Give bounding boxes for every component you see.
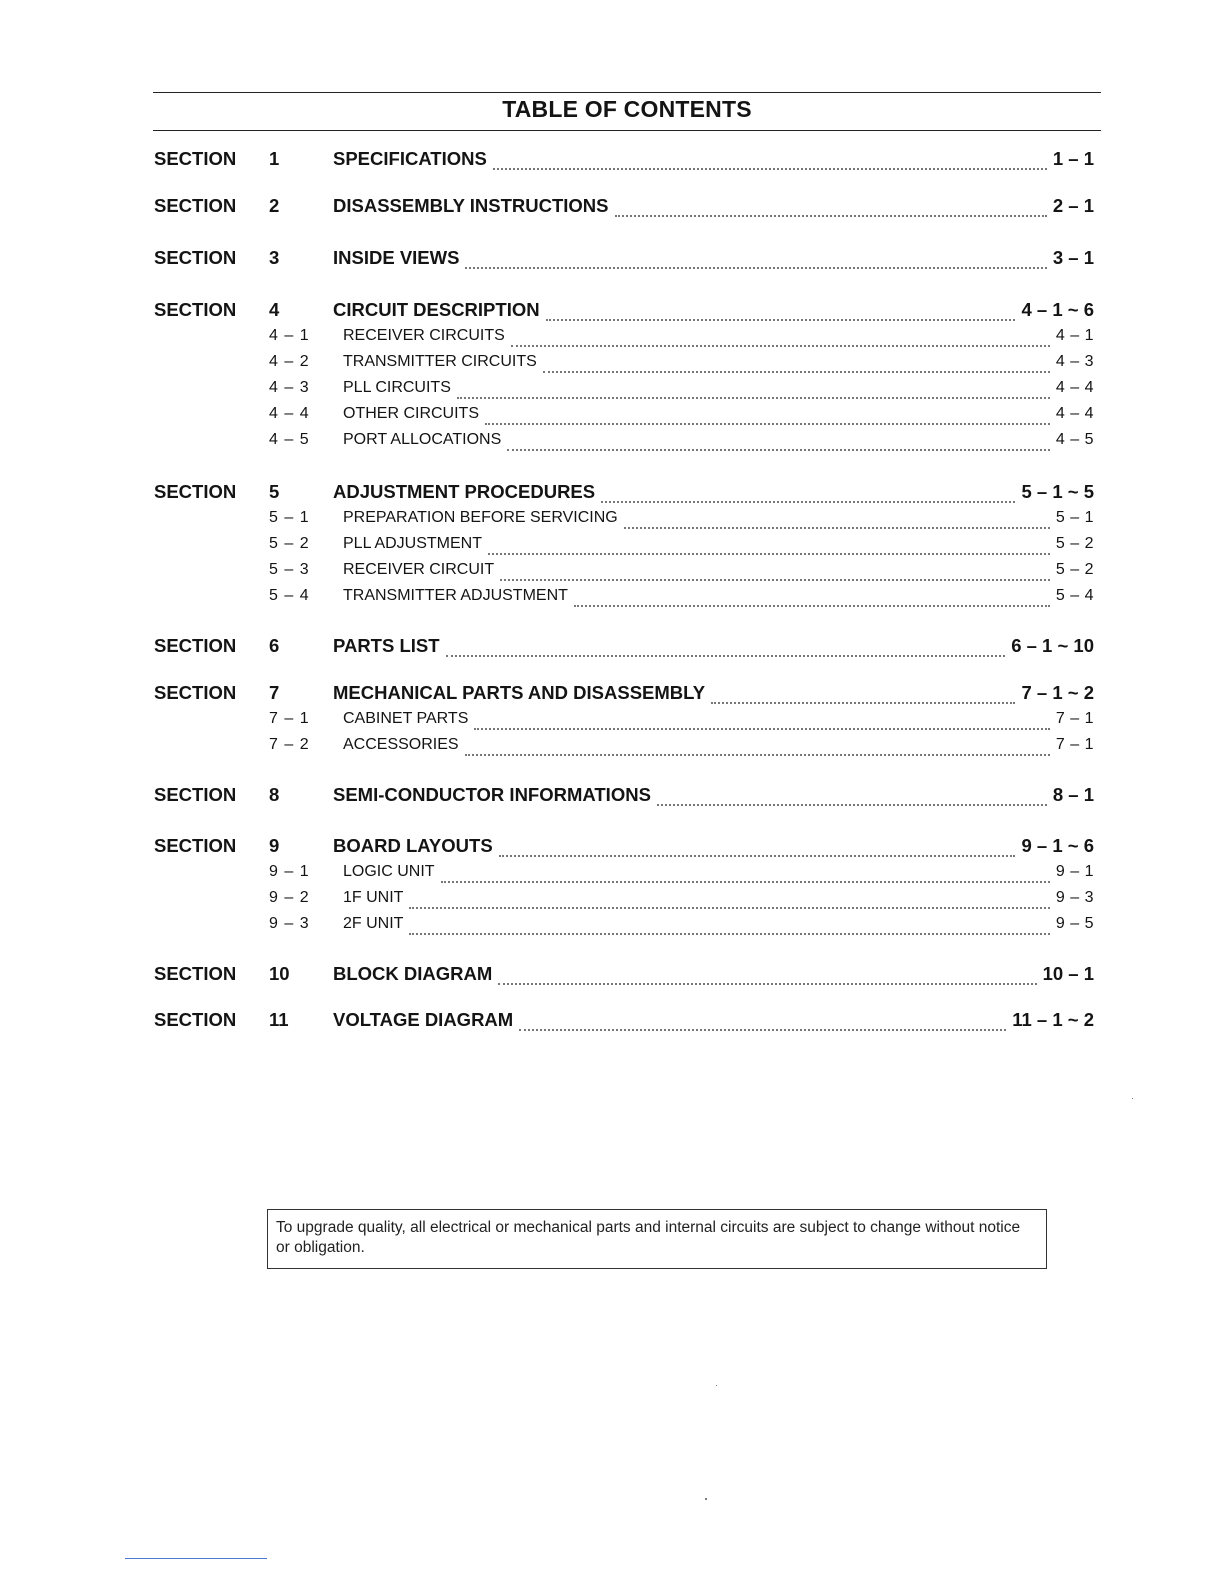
- section-label: SECTION: [154, 682, 237, 703]
- subsection-number: 4 – 1: [269, 327, 310, 344]
- toc-section-row: [154, 247, 1094, 275]
- section-label: SECTION: [154, 635, 237, 656]
- scan-speck: [705, 1498, 707, 1500]
- section-title: SEMI-CONDUCTOR INFORMATIONS: [333, 784, 651, 805]
- toc-section-row: [154, 481, 1094, 509]
- section-number: 9: [269, 835, 280, 856]
- section-title: INSIDE VIEWS: [333, 247, 460, 268]
- subsection-number: 7 – 2: [269, 736, 310, 753]
- toc-subsection-row: [154, 535, 1094, 561]
- toc-subsection-row: [154, 915, 1094, 941]
- subsection-title: PLL CIRCUITS: [343, 379, 451, 396]
- section-number: 1: [269, 148, 280, 169]
- toc-subsection-row: [154, 379, 1094, 405]
- section-number: 11: [269, 1009, 289, 1030]
- toc-subsection-row: [154, 587, 1094, 613]
- toc-subsection-row: [154, 710, 1094, 736]
- subsection-number: 4 – 2: [269, 353, 310, 370]
- toc-subsection-row: [154, 863, 1094, 889]
- subsection-page: 4 – 1: [1055, 327, 1094, 344]
- subsection-number: 7 – 1: [269, 710, 310, 727]
- section-title: VOLTAGE DIAGRAM: [333, 1009, 514, 1030]
- page-title: TABLE OF CONTENTS: [502, 96, 752, 122]
- toc-section-row: [154, 784, 1094, 812]
- dot-leader: [546, 319, 1016, 321]
- subsection-page: 9 – 5: [1055, 915, 1094, 932]
- notice-box: To upgrade quality, all electrical or mechanical parts and internal circuits are subject to change without notice or obligation.: [267, 1209, 1047, 1269]
- subsection-title: RECEIVER CIRCUIT: [343, 561, 495, 578]
- section-page: 10 – 1: [1042, 963, 1094, 984]
- section-label: SECTION: [154, 247, 237, 268]
- section-page: 6 – 1 ~ 10: [1011, 635, 1094, 656]
- section-label: SECTION: [154, 148, 237, 169]
- toc-section: [154, 635, 1094, 663]
- section-number: 7: [269, 682, 280, 703]
- subsection-number: 4 – 3: [269, 379, 310, 396]
- dot-leader: [465, 754, 1050, 756]
- dot-leader: [488, 553, 1050, 555]
- section-page: 5 – 1 ~ 5: [1021, 481, 1094, 502]
- dot-leader: [409, 933, 1049, 935]
- subsection-title: 1F UNIT: [343, 889, 404, 906]
- subsection-title: ACCESSORIES: [343, 736, 459, 753]
- section-label: SECTION: [154, 1009, 237, 1030]
- toc-section-row: [154, 148, 1094, 176]
- section-label: SECTION: [154, 299, 237, 320]
- dot-leader: [498, 983, 1036, 985]
- toc-subsection-row: [154, 431, 1094, 457]
- section-title: SPECIFICATIONS: [333, 148, 487, 169]
- subsection-title: 2F UNIT: [343, 915, 404, 932]
- subsection-title: LOGIC UNIT: [343, 863, 435, 880]
- toc-subsection-row: [154, 889, 1094, 915]
- subsection-page: 4 – 4: [1055, 405, 1094, 422]
- section-page: 4 – 1 ~ 6: [1021, 299, 1094, 320]
- subsection-title: TRANSMITTER CIRCUITS: [343, 353, 537, 370]
- section-page: 2 – 1: [1052, 195, 1094, 216]
- toc-section: [154, 1009, 1094, 1037]
- subsection-number: 5 – 2: [269, 535, 310, 552]
- dot-leader: [615, 215, 1047, 217]
- toc-section: [154, 247, 1094, 275]
- section-page: 9 – 1 ~ 6: [1021, 835, 1094, 856]
- dot-leader: [500, 579, 1050, 581]
- dot-leader: [485, 423, 1050, 425]
- toc-subsection-row: [154, 561, 1094, 587]
- dot-leader: [499, 855, 1016, 857]
- toc-section: [154, 195, 1094, 223]
- dot-leader: [543, 371, 1050, 373]
- scan-speck: [716, 1385, 717, 1386]
- section-number: 10: [269, 963, 290, 984]
- section-title: CIRCUIT DESCRIPTION: [333, 299, 540, 320]
- toc-section-row: [154, 963, 1094, 991]
- section-page: 3 – 1: [1052, 247, 1094, 268]
- subsection-page: 5 – 2: [1055, 535, 1094, 552]
- subsection-page: 4 – 3: [1055, 353, 1094, 370]
- dot-leader: [507, 449, 1050, 451]
- section-page: 8 – 1: [1052, 784, 1094, 805]
- dot-leader: [446, 655, 1006, 657]
- toc-section-row: [154, 682, 1094, 710]
- subsection-title: RECEIVER CIRCUITS: [343, 327, 505, 344]
- dot-leader: [624, 527, 1050, 529]
- toc-subsection-row: [154, 736, 1094, 762]
- subsection-number: 9 – 3: [269, 915, 310, 932]
- subsection-number: 5 – 3: [269, 561, 310, 578]
- toc-section-row: [154, 299, 1094, 327]
- dot-leader: [409, 907, 1049, 909]
- section-number: 8: [269, 784, 280, 805]
- dot-leader: [474, 728, 1050, 730]
- subsection-title: OTHER CIRCUITS: [343, 405, 479, 422]
- subsection-number: 9 – 2: [269, 889, 310, 906]
- section-label: SECTION: [154, 963, 237, 984]
- subsection-title: TRANSMITTER ADJUSTMENT: [343, 587, 568, 604]
- subsection-page: 7 – 1: [1055, 710, 1094, 727]
- toc-section: [154, 682, 1094, 762]
- dot-leader: [493, 168, 1047, 170]
- section-label: SECTION: [154, 481, 237, 502]
- footer-rule: [125, 1558, 267, 1559]
- scan-speck: [1132, 1098, 1133, 1099]
- section-number: 6: [269, 635, 280, 656]
- subsection-page: 9 – 1: [1055, 863, 1094, 880]
- section-title: MECHANICAL PARTS AND DISASSEMBLY: [333, 682, 706, 703]
- toc-section: [154, 963, 1094, 991]
- section-page: 11 – 1 ~ 2: [1012, 1009, 1094, 1030]
- toc-section: [154, 481, 1094, 613]
- subsection-number: 4 – 5: [269, 431, 310, 448]
- dot-leader: [657, 804, 1047, 806]
- toc-section-row: [154, 1009, 1094, 1037]
- subsection-title: PLL ADJUSTMENT: [343, 535, 482, 552]
- toc-section: [154, 148, 1094, 176]
- section-number: 4: [269, 299, 280, 320]
- subsection-number: 5 – 1: [269, 509, 310, 526]
- section-label: SECTION: [154, 784, 237, 805]
- subsection-page: 5 – 2: [1055, 561, 1094, 578]
- dot-leader: [519, 1029, 1006, 1031]
- subsection-page: 7 – 1: [1055, 736, 1094, 753]
- section-number: 5: [269, 481, 280, 502]
- toc-section-row: [154, 195, 1094, 223]
- subsection-number: 9 – 1: [269, 863, 310, 880]
- dot-leader: [511, 345, 1050, 347]
- toc-section: [154, 299, 1094, 457]
- section-page: 1 – 1: [1052, 148, 1094, 169]
- section-label: SECTION: [154, 835, 237, 856]
- section-number: 3: [269, 247, 280, 268]
- subsection-title: CABINET PARTS: [343, 710, 469, 727]
- toc-section-row: [154, 835, 1094, 863]
- subsection-page: 4 – 4: [1055, 379, 1094, 396]
- dot-leader: [711, 702, 1015, 704]
- subsection-page: 5 – 1: [1055, 509, 1094, 526]
- subsection-page: 4 – 5: [1055, 431, 1094, 448]
- dot-leader: [574, 605, 1050, 607]
- subsection-number: 5 – 4: [269, 587, 310, 604]
- toc-subsection-row: [154, 405, 1094, 431]
- subsection-page: 5 – 4: [1055, 587, 1094, 604]
- toc-subsection-row: [154, 327, 1094, 353]
- toc-section-row: [154, 635, 1094, 663]
- section-page: 7 – 1 ~ 2: [1021, 682, 1094, 703]
- section-title: BLOCK DIAGRAM: [333, 963, 493, 984]
- subsection-number: 4 – 4: [269, 405, 310, 422]
- toc-subsection-row: [154, 353, 1094, 379]
- section-title: ADJUSTMENT PROCEDURES: [333, 481, 596, 502]
- title-underline-rule: [153, 130, 1101, 131]
- section-title: PARTS LIST: [333, 635, 440, 656]
- section-title: BOARD LAYOUTS: [333, 835, 493, 856]
- section-label: SECTION: [154, 195, 237, 216]
- subsection-page: 9 – 3: [1055, 889, 1094, 906]
- dot-leader: [465, 267, 1046, 269]
- section-title: DISASSEMBLY INSTRUCTIONS: [333, 195, 609, 216]
- section-number: 2: [269, 195, 280, 216]
- dot-leader: [457, 397, 1050, 399]
- dot-leader: [441, 881, 1050, 883]
- top-rule: [153, 92, 1101, 93]
- dot-leader: [601, 501, 1015, 503]
- toc-section: [154, 835, 1094, 941]
- toc-subsection-row: [154, 509, 1094, 535]
- toc-section: [154, 784, 1094, 812]
- subsection-title: PORT ALLOCATIONS: [343, 431, 502, 448]
- subsection-title: PREPARATION BEFORE SERVICING: [343, 509, 618, 526]
